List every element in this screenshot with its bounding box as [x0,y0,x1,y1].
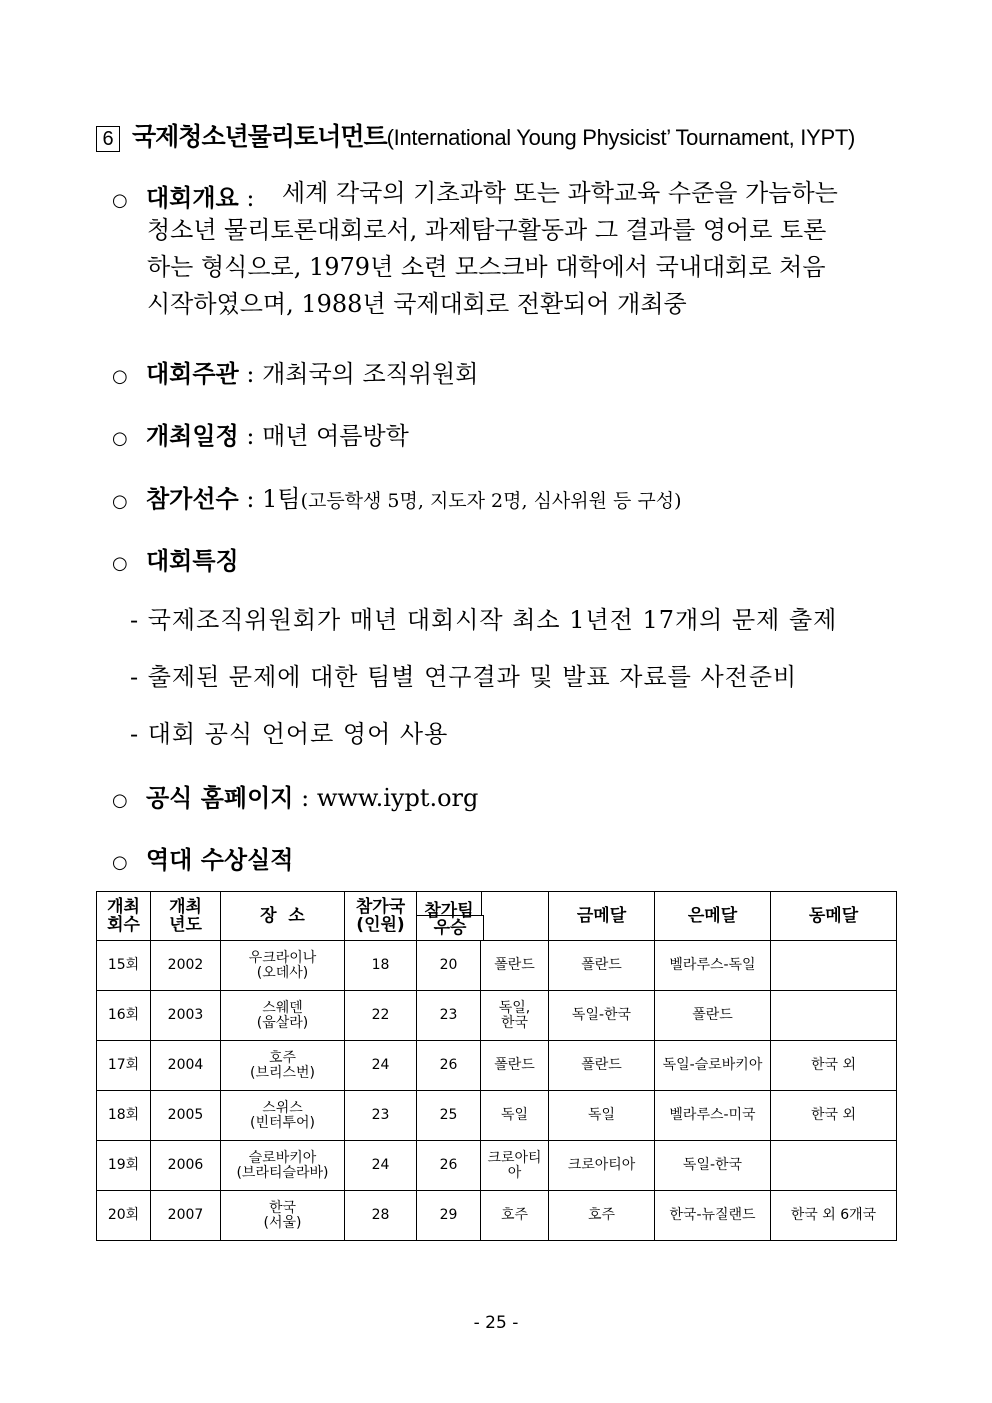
table-row [97,1041,897,1091]
overview-line: 세계 각국의 기초과학 또는 과학교육 수준을 가늠하는 [282,179,838,207]
feature-item: - 국제조직위원회가 매년 대회시작 최소 1년전 17개의 문제 출제 [130,606,838,634]
cell-countries: 23 [345,1091,417,1141]
cell-round: 20회 [97,1191,151,1241]
cell-countries: 18 [345,941,417,991]
section-title-ko: 국제청소년물리토너먼트 [132,122,387,151]
header-bronze: 동메달 [771,892,897,941]
header-countries-text: 참가국 (인원) [355,897,406,935]
circle-bullet-icon: ○ [112,553,128,574]
awards-label: 역대 수상실적 [146,846,294,874]
header-gold: 금메달 [549,892,655,941]
header-year-text: 개최 년도 [169,897,202,935]
cell-teams: 29 [417,1191,481,1241]
circle-bullet-icon: ○ [112,366,128,387]
cell-silver: 벨라루스-미국 [655,1091,771,1141]
cell-silver: 한국-뉴질랜드 [655,1191,771,1241]
schedule-value: 매년 여름방학 [262,422,409,450]
cell-round: 16회 [97,991,151,1041]
awards-table [96,891,897,1241]
participants-value: 1팀 [262,485,301,513]
cell-round: 19회 [97,1141,151,1191]
cell-silver: 독일-슬로바키아 [655,1041,771,1091]
organizer-value: 개최국의 조직위원회 [262,360,479,388]
cell-round: 17회 [97,1041,151,1091]
overview-text [147,175,897,323]
schedule-label: 개최일정 [146,422,239,450]
header-teams-winner [417,892,549,941]
header-place [221,892,345,941]
circle-bullet-icon: ○ [112,428,128,449]
page-number: - 25 - [473,1313,519,1333]
cell-teams: 25 [417,1091,481,1141]
features-bullet [112,541,239,576]
cell-gold: 독일 [549,1091,655,1141]
cell-bronze [771,1141,897,1191]
organizer-bullet: ○ 대회주관 : 개최국의 조직위원회 [112,360,479,388]
cell-countries: 28 [345,1191,417,1241]
header-place-text: 장 소 [260,906,305,926]
cell-winner: 크로아티 아 [481,1141,549,1191]
table-row [97,1191,897,1241]
features-label: 대회특징 [146,547,239,575]
cell-gold: 독일-한국 [549,991,655,1041]
circle-bullet-icon: ○ [112,790,128,811]
header-round [97,892,151,941]
participants-detail: (고등학생 5명, 지도자 2명, 심사위원 등 구성) [300,490,682,512]
cell-winner: 독일 [481,1091,549,1141]
table-row [97,1091,897,1141]
circle-bullet-icon: ○ [112,491,128,512]
cell-gold: 크로아티아 [549,1141,655,1191]
cell-teams: 23 [417,991,481,1041]
cell-place: 호주 (브리스번) [221,1041,345,1091]
table-header-row [97,892,897,941]
cell-year: 2006 [151,1141,221,1191]
overview-label: 대회개요 [146,184,239,212]
awards-table-body [97,941,897,1241]
cell-gold: 폴란드 [549,941,655,991]
cell-bronze: 한국 외 6개국 [771,1191,897,1241]
cell-year: 2007 [151,1191,221,1241]
cell-winner: 호주 [481,1191,549,1241]
cell-silver: 벨라루스-독일 [655,941,771,991]
section-number: 6 [96,126,120,152]
awards-bullet [112,840,293,875]
section-heading [96,117,855,153]
feature-item: - 대회 공식 언어로 영어 사용 [130,720,449,748]
cell-teams: 20 [417,941,481,991]
cell-year: 2005 [151,1091,221,1141]
cell-winner: 폴란드 [481,941,549,991]
cell-bronze: 한국 외 [771,1041,897,1091]
overview-line: 청소년 물리토론대회로서, 과제탐구활동과 그 결과를 영어로 토론 [147,216,827,244]
cell-place: 스웨덴 (웁살라) [221,991,345,1041]
cell-teams: 26 [417,1141,481,1191]
header-round-text: 개최 회수 [107,897,140,935]
cell-silver: 독일-한국 [655,1141,771,1191]
cell-winner: 독일, 한국 [481,991,549,1041]
header-divider [481,892,482,916]
cell-place: 스위스 (빈터투어) [221,1091,345,1141]
participants-label: 참가선수 [146,485,239,513]
header-teams: 참가팀 [424,901,474,921]
overview-line: 시작하였으며, 1988년 국제대회로 전환되어 개최중 [147,290,687,318]
overview-line: 하는 형식으로, 1979년 소련 모스크바 대학에서 국내대회로 처음 [147,253,826,281]
header-silver: 은메달 [655,892,771,941]
cell-silver: 폴란드 [655,991,771,1041]
cell-bronze [771,941,897,991]
cell-teams: 26 [417,1041,481,1091]
section-title-en: (International Young Physicist’ Tournament, IYPT) [386,125,856,150]
cell-year: 2003 [151,991,221,1041]
header-countries [345,892,417,941]
cell-gold: 호주 [549,1191,655,1241]
cell-winner: 폴란드 [481,1041,549,1091]
feature-item: - 출제된 문제에 대한 팀별 연구결과 및 발표 자료를 사전준비 [130,663,798,691]
overview-bullet: ○ 대회개요 : [112,184,255,212]
circle-bullet-icon: ○ [112,190,128,211]
cell-bronze [771,991,897,1041]
cell-place: 슬로바키아 (브라티슬라바) [221,1141,345,1191]
cell-countries: 22 [345,991,417,1041]
cell-round: 18회 [97,1091,151,1141]
header-winner: 우승 [417,915,484,940]
table-row [97,1141,897,1191]
table-row [97,991,897,1041]
cell-countries: 24 [345,1141,417,1191]
cell-round: 15회 [97,941,151,991]
cell-gold: 폴란드 [549,1041,655,1091]
cell-bronze: 한국 외 [771,1091,897,1141]
cell-place: 우크라이나 (오데사) [221,941,345,991]
cell-year: 2004 [151,1041,221,1091]
homepage-bullet: ○ 공식 홈페이지 : www.iypt.org [112,784,479,812]
header-split [417,892,548,940]
cell-countries: 24 [345,1041,417,1091]
header-year [151,892,221,941]
organizer-label: 대회주관 [146,360,239,388]
participants-bullet: ○ 참가선수 : 1팀(고등학생 5명, 지도자 2명, 심사위원 등 구성) [112,485,682,513]
schedule-bullet: ○ 개최일정 : 매년 여름방학 [112,422,409,450]
cell-place: 한국 (서울) [221,1191,345,1241]
circle-bullet-icon: ○ [112,852,128,873]
homepage-label: 공식 홈페이지 [146,784,294,812]
homepage-link[interactable]: www.iypt.org [316,784,479,812]
cell-year: 2002 [151,941,221,991]
table-row [97,941,897,991]
